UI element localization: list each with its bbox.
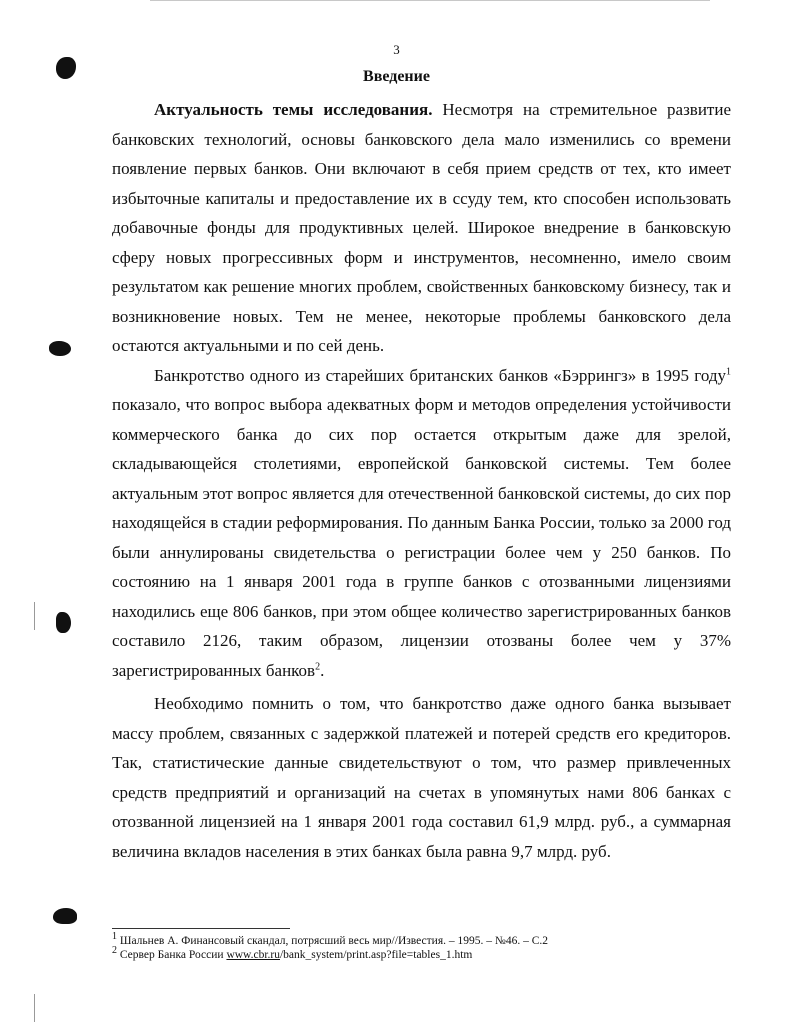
footnote-text: Сервер Банка России [117, 949, 227, 961]
paragraph-consequences [112, 689, 731, 866]
paragraph-relevance [112, 95, 731, 361]
binding-hole-mark [53, 908, 77, 924]
paragraph-text: . [320, 660, 325, 680]
paragraph-text: Необходимо помнить о том, что банкротство даже одного банка вызывает массу проблем, связанных с задержкой платежей и потерей средств его кредиторов. Так, статистические данные свидетельствуют о том, что размер привлеченных средств предприятий и организаций на счетах в упомянутых нами 806 банках с отозванной лицензией на 1 января 2001 года составил 61,9 млрд. руб., а суммарная величина вкладов населения в этих банках была равна 9,7 млрд. руб. [112, 694, 731, 861]
footnote-item [112, 945, 731, 962]
footnote-link-tail: /bank_system/print.asp?file=tables_1.htm [279, 949, 473, 961]
binding-hole-mark [56, 612, 71, 633]
paragraph-text: показало, что вопрос выбора адекватных форм и методов определения устойчивости коммерческого банка до сих пор остается открытым даже для зрелой, складывающейся столетиями, европейской банковской системы. Тем более актуальным этот вопрос является для отечественной банковской системы, до сих пор находящейся в стадии реформирования. По данным Банка России, только за 2000 год были аннулированы свидетельства о регистрации более чем у 250 банков. По состоянию на 1 января 2001 года в группе банков с отозванными лицензиями находились еще 806 банков, при этом общее количество зарегистрированных банков составило 2126, таким образом, лицензии отозваны более чем у 37% зарегистрированных банков [112, 395, 731, 680]
footnote-item [112, 931, 731, 948]
footnote-ref: 1 [726, 365, 731, 377]
paragraph-text: Банкротство одного из старейших британских банков «Бэррингз» в 1995 году [154, 365, 726, 385]
paragraph-bankruptcy [112, 361, 731, 686]
body-text [112, 95, 731, 866]
section-heading: Введение [363, 68, 430, 85]
scan-top-edge [150, 0, 710, 3]
footnote-text: Шальнев А. Финансовый скандал, потрясший весь мир//Известия. – 1995. – №46. – С.2 [117, 935, 549, 947]
scan-margin-mark [34, 602, 35, 630]
scan-margin-mark [34, 994, 35, 1022]
page-number: 3 [393, 42, 400, 57]
paragraph-lead: Актуальность темы исследования. [154, 100, 433, 119]
binding-hole-mark [49, 341, 71, 356]
footnote-mark: 2 [112, 945, 117, 957]
footnotes [112, 931, 731, 962]
footnote-divider [112, 928, 290, 929]
footnote-link[interactable]: www.cbr.ru [226, 949, 280, 961]
paragraph-text: Несмотря на стремительное развитие банковских технологий, основы банковского дела мало изменились со времени появление первых банков. Они включают в себя прием средств от тех, кто имеет избыточные капиталы и предоставление их в ссуду тем, кто способен использовать добавочные фонды для продуктивных целей. Широкое внедрение в банковскую сферу новых прогрессивных форм и инструментов, несомненно, имело своим результатом как решение многих проблем, свойственных банковскому бизнесу, так и возникновение новых. Тем не менее, некоторые проблемы банковского дела остаются актуальными и по сей день. [112, 100, 731, 355]
footnote-mark: 1 [112, 931, 117, 943]
footnote-ref: 2 [315, 660, 321, 672]
